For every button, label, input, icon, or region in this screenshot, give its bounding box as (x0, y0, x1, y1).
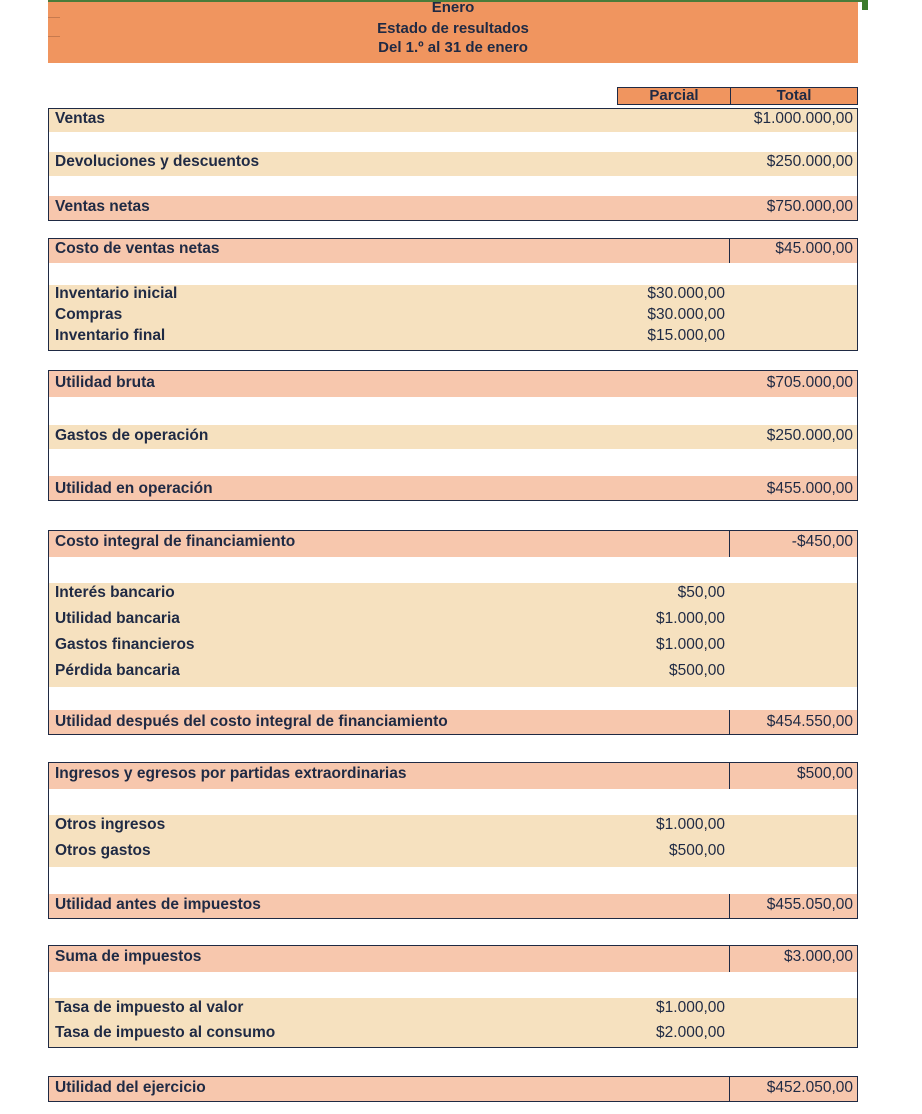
column-header-total: Total (730, 87, 858, 105)
row-partial: $1.000,00 (656, 636, 725, 653)
row-total: $455.000,00 (766, 480, 853, 497)
row-label: Tasa de impuesto al consumo (55, 1024, 276, 1041)
row-label: Compras (55, 306, 123, 323)
table-row (49, 1077, 857, 1102)
row-label: Ventas netas (55, 198, 150, 215)
row-total: $250.000,00 (766, 153, 853, 170)
table-row (49, 531, 857, 557)
cell-corner-marker (862, 0, 868, 10)
table-row (49, 239, 857, 263)
row-label: Otros ingresos (55, 816, 166, 833)
row-total: $454.550,00 (766, 713, 853, 730)
table-row (49, 946, 857, 972)
table-row (49, 763, 857, 789)
row-label: Gastos financieros (55, 636, 195, 653)
item-group (49, 815, 857, 867)
row-partial: $50,00 (677, 584, 725, 601)
row-label: Devoluciones y descuentos (55, 153, 260, 170)
row-label: Utilidad bancaria (55, 610, 180, 627)
table-row (49, 196, 857, 221)
row-partial: $1.000,00 (656, 816, 725, 833)
item-group (49, 998, 857, 1048)
row-label: Costo integral de financiamiento (55, 533, 296, 550)
table-row (49, 152, 857, 176)
row-partial: $15.000,00 (647, 327, 725, 344)
row-partial: $500,00 (668, 662, 725, 679)
row-total: -$450,00 (791, 533, 853, 550)
table-row (49, 109, 857, 132)
table-row (49, 425, 857, 449)
row-total: $452.050,00 (766, 1079, 853, 1096)
row-total: $750.000,00 (766, 198, 853, 215)
row-label: Tasa de impuesto al valor (55, 999, 244, 1016)
row-partial: $1.000,00 (656, 610, 725, 627)
item-group (49, 583, 857, 687)
taxes-block (48, 945, 858, 1048)
row-label: Pérdida bancaria (55, 662, 180, 679)
row-total: $250.000,00 (766, 427, 853, 444)
header-title: Estado de resultados (377, 20, 529, 37)
row-label: Utilidad después del costo integral de financiamiento (55, 713, 448, 730)
row-total: $705.000,00 (766, 374, 853, 391)
table-row (49, 894, 857, 919)
extraordinary-items-block (48, 762, 858, 919)
row-total: $1.000.000,00 (753, 110, 853, 127)
row-label: Utilidad en operación (55, 480, 213, 497)
row-label: Utilidad bruta (55, 374, 155, 391)
item-group (49, 285, 857, 351)
row-partial: $1.000,00 (656, 999, 725, 1016)
sales-block (48, 108, 858, 221)
column-header-partial: Parcial (617, 87, 731, 105)
row-label: Suma de impuestos (55, 948, 202, 965)
table-row (49, 710, 857, 735)
row-label: Interés bancario (55, 584, 175, 601)
row-partial: $2.000,00 (656, 1024, 725, 1041)
row-total: $455.050,00 (766, 896, 853, 913)
statement-header (48, 0, 858, 63)
row-label: Inventario final (55, 327, 166, 344)
row-label: Ingresos y egresos por partidas extraordinarias (55, 765, 407, 782)
row-label: Inventario inicial (55, 285, 178, 302)
cost-of-sales-block (48, 238, 858, 351)
table-row (49, 371, 857, 397)
row-label: Utilidad antes de impuestos (55, 896, 261, 913)
row-label: Costo de ventas netas (55, 240, 220, 257)
operating-profit-block (48, 370, 858, 501)
row-label: Ventas (55, 110, 105, 127)
row-total: $3.000,00 (784, 948, 853, 965)
row-label: Utilidad del ejercicio (55, 1079, 206, 1096)
row-total: $45.000,00 (775, 240, 853, 257)
header-period: Del 1.º al 31 de enero (378, 39, 528, 56)
table-row (49, 476, 857, 501)
financing-block (48, 530, 858, 735)
row-partial: $500,00 (668, 842, 725, 859)
row-label: Gastos de operación (55, 427, 209, 444)
row-partial: $30.000,00 (647, 285, 725, 302)
row-total: $500,00 (796, 765, 853, 782)
grid-line (48, 17, 60, 18)
row-label: Otros gastos (55, 842, 151, 859)
net-income-block (48, 1076, 858, 1102)
row-partial: $30.000,00 (647, 306, 725, 323)
header-month: Enero (431, 0, 475, 16)
